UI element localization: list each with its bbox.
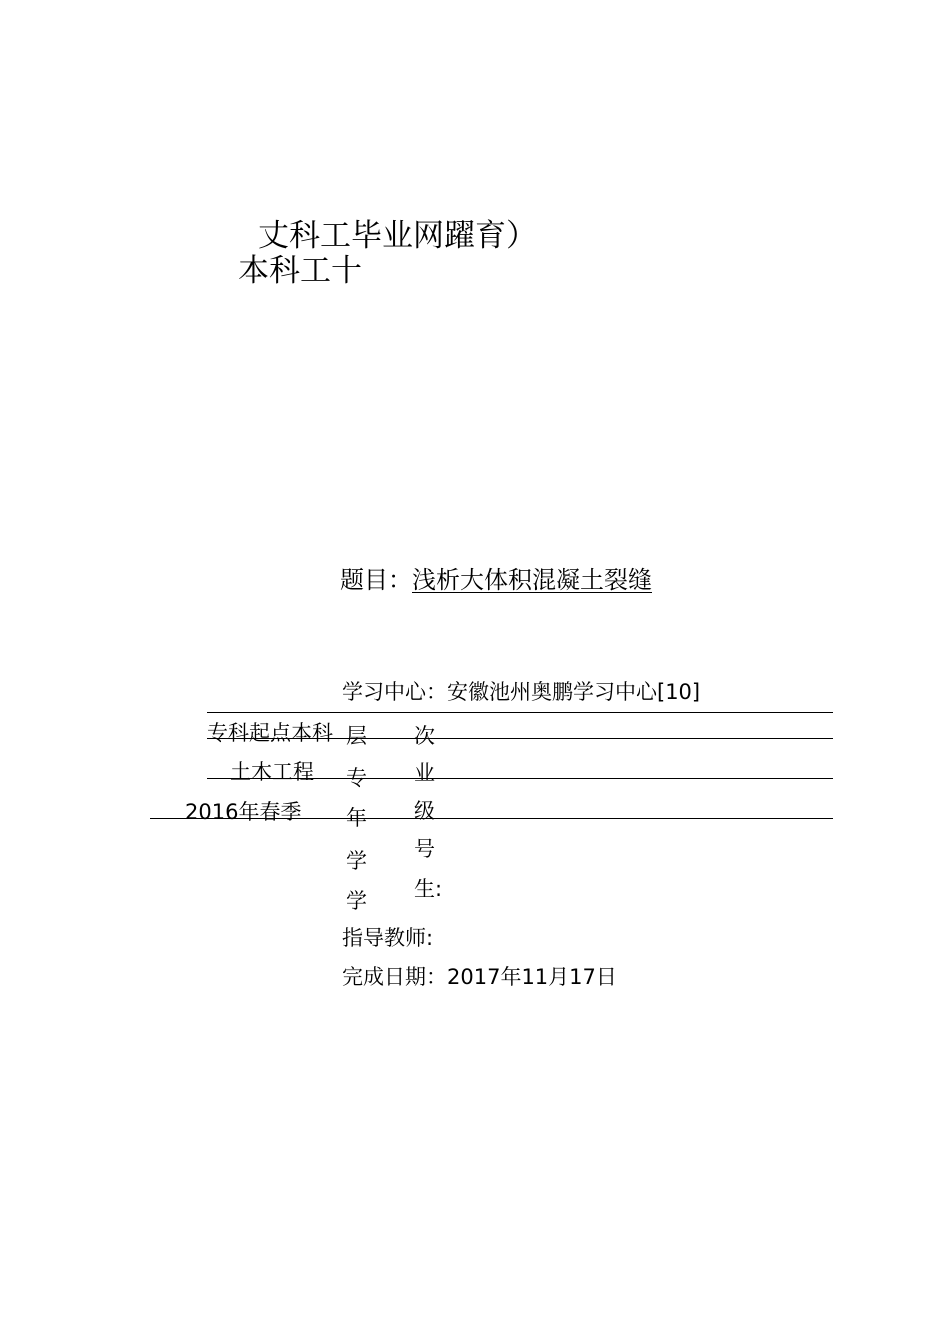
label-char-b-0: 次	[414, 724, 435, 748]
study-center: 学习中心：安徽池州奥鹏学习中心[10]	[342, 680, 701, 704]
header-line-2: 本科工十	[238, 253, 362, 289]
level-value: 专科起点本科	[207, 721, 333, 745]
label-char-a-2: 年	[346, 806, 367, 830]
completion-date: 完成日期：2017年11月17日	[342, 965, 617, 989]
major-value: 土木工程	[230, 760, 314, 784]
label-char-b-1: 业	[414, 761, 435, 785]
header-line-1: 丈科工毕业网躍育）	[258, 218, 537, 254]
rule-1	[207, 712, 833, 713]
label-char-b-4: 生:	[414, 877, 443, 901]
label-char-a-4: 学	[346, 889, 367, 913]
label-char-b-2: 级	[414, 799, 435, 823]
topic-label: 题目：	[340, 566, 412, 594]
label-char-a-0: 层	[346, 724, 367, 748]
label-char-a-1: 专	[346, 766, 367, 790]
label-char-a-3: 学	[346, 849, 367, 873]
label-char-b-3: 号	[414, 837, 435, 861]
year-value: 2016年春季	[185, 800, 302, 824]
topic-row	[340, 560, 652, 595]
advisor-label: 指导教师:	[342, 926, 434, 950]
topic-value: 浅析大体积混凝土裂缝	[412, 566, 652, 594]
